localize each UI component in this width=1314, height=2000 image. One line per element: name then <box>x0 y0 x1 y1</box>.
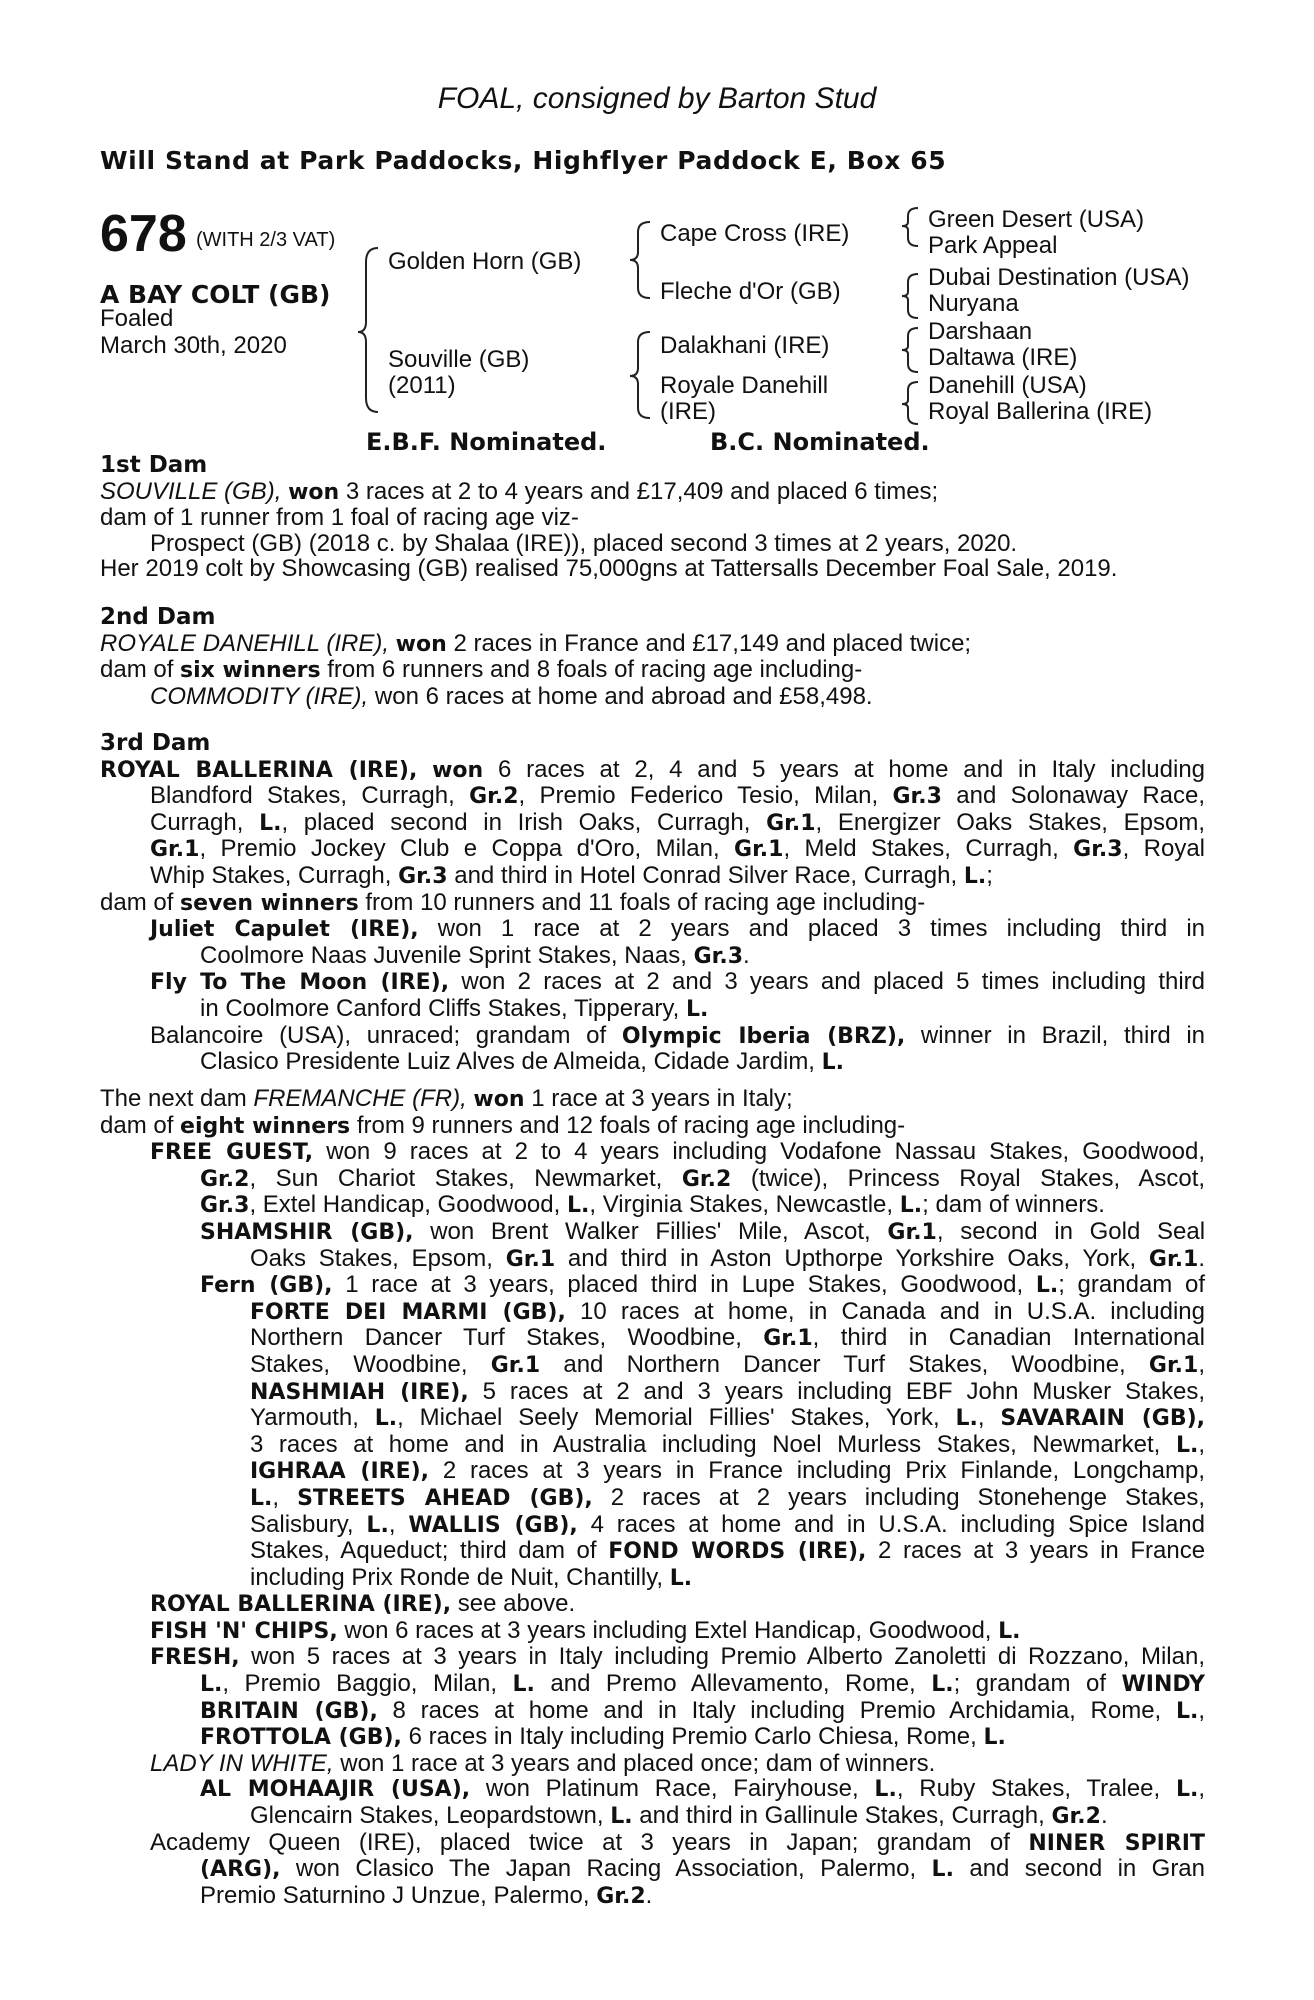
text: 2 races at 3 years in France including Prix Finlande, Longchamp, <box>442 1457 1205 1485</box>
text: , <box>1198 1696 1206 1724</box>
text: 6 races at 2, 4 and 5 years at home and in Italy including <box>497 755 1206 783</box>
text: Glencairn Stakes, Leopardstown, <box>250 1802 604 1830</box>
text: , <box>388 1510 396 1538</box>
winner-count: six winners <box>180 658 321 684</box>
text: and third in Hotel Conrad Silver Race, Curragh, <box>454 861 958 889</box>
grade: Gr.2 <box>596 1883 646 1909</box>
grade: Gr.1 <box>150 837 200 863</box>
text: Northern Dancer Turf Stakes, Woodbine, <box>250 1324 742 1352</box>
text: won 6 races at 3 years including Extel Handicap, Goodwood, <box>344 1616 992 1644</box>
horse-name: FROTTOLA (GB), <box>200 1725 402 1751</box>
horse-name: FOND WORDS (IRE), <box>608 1539 867 1565</box>
race-record: 2 races in France and £17,149 and placed twice; <box>453 629 972 657</box>
text: Academy Queen (IRE), placed twice at 3 years in Japan; grandam of <box>150 1828 1010 1856</box>
text: see above. <box>457 1590 576 1618</box>
grade: Gr.2 <box>469 784 519 810</box>
text: and Premo Allevamento, Rome, <box>550 1670 916 1698</box>
race-record: 3 races at 2 to 4 years and £17,409 and placed 6 times; <box>345 477 939 505</box>
listed: L. <box>1175 1698 1199 1724</box>
second-dam-heading: 2nd Dam <box>100 604 216 630</box>
text: and third in Gallinule Stakes, Curragh, <box>639 1802 1045 1830</box>
text: dam of <box>100 888 174 916</box>
listed: L. <box>963 863 987 889</box>
text: , Premio Jockey Club e Coppa d'Oro, Milan, <box>199 835 720 863</box>
text: (twice), Princess Royal Stakes, Ascot, <box>750 1164 1206 1192</box>
listed: L. <box>931 1857 954 1883</box>
text: and Northern Dancer Turf Stakes, Woodbine, <box>563 1350 1126 1378</box>
sire-name: Golden Horn (GB) <box>388 248 582 275</box>
listed: L. <box>931 1672 954 1698</box>
text: won Platinum Race, Fairyhouse, <box>485 1775 859 1803</box>
grade: Gr.1 <box>887 1219 937 1245</box>
text: from 6 runners and 8 foals of racing age including- <box>327 656 863 684</box>
horse-name: WINDY <box>1121 1672 1205 1698</box>
listed: L. <box>200 1672 223 1698</box>
text: won 1 race at 2 years and placed 3 times including third in <box>437 915 1206 943</box>
text: Stakes, Woodbine, <box>250 1350 468 1378</box>
listed: L. <box>1035 1273 1059 1299</box>
horse-name: FREE GUEST, <box>150 1140 314 1166</box>
first-dam-section <box>100 452 1205 582</box>
sire-dam-name: Fleche d'Or (GB) <box>660 278 841 305</box>
text: , Sun Chariot Stakes, Newmarket, <box>249 1164 663 1192</box>
grade: Gr.3 <box>200 1193 250 1219</box>
produce-summary: dam of 1 runner from 1 foal of racing age viz- <box>100 504 579 532</box>
text: , Extel Handicap, Goodwood, <box>249 1191 561 1219</box>
grade: Gr.3 <box>1073 837 1123 863</box>
text: won Brent Walker Fillies' Mile, Ascot, <box>430 1217 871 1245</box>
text: 8 races at home and in Italy including Premio Archidamia, Rome, <box>392 1696 1162 1724</box>
text: , placed second in Irish Oaks, Curragh, <box>281 808 751 836</box>
text: 5 races at 2 and 3 years including EBF John Musker Stakes, <box>482 1377 1205 1405</box>
listed: L. <box>259 810 282 836</box>
horse-name: IGHRAA (IRE), <box>250 1459 430 1485</box>
horse-name: FRESH, <box>150 1645 240 1671</box>
dam-sire-name: Dalakhani (IRE) <box>660 332 830 359</box>
text: , second in Gold Seal <box>936 1217 1206 1245</box>
text: Clasico Presidente Luiz Alves de Almeida, Cidade Jardim, <box>200 1048 815 1076</box>
text: 4 races at home and in U.S.A. including Spice Island <box>590 1510 1206 1538</box>
text: Stakes, Aqueduct; third dam of <box>250 1537 597 1565</box>
text: dam of <box>100 1111 174 1139</box>
horse-name: STREETS AHEAD (GB), <box>297 1485 593 1511</box>
ancestor-8: Royal Ballerina (IRE) <box>928 398 1153 425</box>
grade: Gr.1 <box>505 1246 556 1272</box>
grade: Gr.1 <box>1148 1246 1199 1272</box>
text: won 9 races at 2 to 4 years including Vodafone Nassau Stakes, Goodwood, <box>326 1138 1205 1166</box>
text: dam of <box>100 656 174 684</box>
listed: L. <box>983 1725 1006 1751</box>
text: from 9 runners and 12 foals of racing age including- <box>356 1111 906 1139</box>
lot-description: A BAY COLT (GB) <box>100 280 331 309</box>
horse-name: WALLIS (GB), <box>408 1512 578 1538</box>
text: Yarmouth, <box>250 1404 359 1432</box>
ebf-nomination: E.B.F. Nominated. <box>366 428 607 456</box>
vat-note: (WITH 2/3 VAT) <box>196 229 336 251</box>
text: , Michael Seely Memorial Fillies' Stakes, York, <box>397 1404 940 1432</box>
horse-name: NINER SPIRIT <box>1028 1830 1205 1856</box>
listed: L. <box>685 996 709 1022</box>
grade: Gr.3 <box>693 943 743 969</box>
text: won Clasico The Japan Racing Association, Palermo, <box>295 1855 917 1883</box>
horse-name: ROYAL BALLERINA (IRE), <box>100 757 418 783</box>
grade: Gr.1 <box>490 1352 541 1378</box>
horse-name: Olympic Iberia (BRZ), <box>621 1023 906 1049</box>
dam-dam-suffix: (IRE) <box>660 398 716 425</box>
third-dam-section <box>100 730 1205 1076</box>
dam-dam-name: Royale Danehill <box>660 372 829 399</box>
ancestor-6: Daltawa (IRE) <box>928 344 1078 371</box>
text: , Virginia Stakes, Newcastle, <box>589 1191 894 1219</box>
ancestor-2: Park Appeal <box>928 232 1058 259</box>
text: ; grandam of <box>953 1670 1107 1698</box>
produce-record: won 6 races at home and abroad and £58,498. <box>374 682 873 710</box>
third-dam-heading: 3rd Dam <box>100 730 211 756</box>
bc-nomination: B.C. Nominated. <box>710 428 930 456</box>
horse-name: NASHMIAH (IRE), <box>250 1379 469 1405</box>
horse-name: FORTE DEI MARMI (GB), <box>250 1299 566 1325</box>
grade: Gr.3 <box>892 784 942 810</box>
listed: L. <box>366 1512 389 1538</box>
text: winner in Brazil, third in <box>920 1021 1206 1049</box>
first-dam-heading: 1st Dam <box>100 452 208 478</box>
ancestor-1: Green Desert (USA) <box>928 206 1145 233</box>
listed: L. <box>874 1777 897 1803</box>
text: 3 races at home and in Australia including Noel Murless Stakes, Newmarket, <box>250 1430 1161 1458</box>
won-label: won <box>432 757 484 783</box>
text: , <box>977 1404 985 1432</box>
text: Balancoire (USA), unraced; grandam of <box>150 1021 607 1049</box>
page-title: FOAL, consigned by Barton Stud <box>437 82 877 115</box>
grade: Gr.1 <box>763 1326 813 1352</box>
horse-name: LADY IN WHITE, <box>150 1749 334 1777</box>
listed: L. <box>512 1672 535 1698</box>
text: Oaks Stakes, Epsom, <box>250 1244 493 1272</box>
text: ; dam of winners. <box>922 1191 1105 1219</box>
text: Blandford Stakes, Curragh, <box>150 782 455 810</box>
text: Curragh, <box>150 808 244 836</box>
grade: Gr.1 <box>766 810 816 836</box>
grade: Gr.1 <box>1148 1352 1199 1378</box>
horse-name: FISH 'N' CHIPS, <box>150 1618 338 1644</box>
listed: L. <box>1175 1777 1199 1803</box>
horse-name: AL MOHAAJIR (USA), <box>200 1777 471 1803</box>
grade: Gr.1 <box>734 837 784 863</box>
text: ; <box>986 861 993 889</box>
dam-name-ref: SOUVILLE (GB), <box>100 477 282 505</box>
horse-name: Fly To The Moon (IRE), <box>150 970 450 996</box>
grade: Gr.2 <box>681 1166 732 1192</box>
text: . <box>1198 1244 1206 1272</box>
text: Coolmore Naas Juvenile Sprint Stakes, Naas, <box>200 941 687 969</box>
won-label: won <box>473 1087 525 1112</box>
text: 1 race at 3 years, placed third in Lupe Stakes, Goodwood, <box>345 1271 1024 1299</box>
next-dam-section <box>100 1086 1205 1909</box>
horse-name: SAVARAIN (GB), <box>1000 1406 1205 1432</box>
text: , <box>272 1483 280 1511</box>
text: Whip Stakes, Curragh, <box>150 861 392 889</box>
text: , <box>1198 1430 1205 1458</box>
text: , Meld Stakes, Curragh, <box>783 835 1059 863</box>
text: , Premio Federico Tesio, Milan, <box>518 782 879 810</box>
grade: Gr.3 <box>398 863 448 889</box>
text: , <box>1198 1775 1206 1803</box>
text: 2 races at 3 years in France <box>878 1537 1206 1565</box>
foaled-label: Foaled <box>100 305 174 332</box>
produce-name: COMMODITY (IRE), <box>150 682 369 710</box>
text: from 10 runners and 11 foals of racing age including- <box>365 888 926 916</box>
text: 1 race at 3 years in Italy; <box>531 1085 793 1112</box>
listed: L. <box>250 1485 273 1511</box>
ancestor-3: Dubai Destination (USA) <box>928 264 1190 291</box>
listed: L. <box>955 1406 978 1432</box>
text: and second in Gran <box>969 1855 1206 1883</box>
stand-location: Will Stand at Park Paddocks, Highflyer Paddock E, Box 65 <box>100 146 947 175</box>
lot-number: 678 <box>100 205 187 263</box>
produce-entry: Prospect (GB) (2018 c. by Shalaa (IRE)), placed second 3 times at 2 years, 2020. <box>150 529 1018 557</box>
text: , Royal <box>1122 835 1206 863</box>
listed: L. <box>669 1565 693 1591</box>
text: , <box>1198 1350 1206 1378</box>
listed: L. <box>1175 1432 1199 1458</box>
text: won 5 races at 3 years in Italy including Premio Alberto Zanoletti di Rozzano, Milan, <box>251 1643 1205 1671</box>
horse-name: Fern (GB), <box>200 1273 333 1299</box>
dam-year: (2011) <box>388 372 456 399</box>
grade: Gr.2 <box>200 1166 250 1192</box>
text: . <box>645 1881 653 1909</box>
text: 10 races at home, in Canada and in U.S.A. including <box>580 1297 1205 1325</box>
text: Salisbury, <box>250 1510 354 1538</box>
foaled-date: March 30th, 2020 <box>100 332 287 359</box>
listed: L. <box>899 1193 923 1219</box>
horse-name: ROYAL BALLERINA (IRE), <box>150 1592 452 1618</box>
text: won 1 race at 3 years and placed once; dam of winners. <box>340 1749 936 1777</box>
listed: L. <box>374 1406 398 1432</box>
text: , third in Canadian International <box>812 1324 1205 1352</box>
text: 2 races at 2 years including Stonehenge Stakes, <box>610 1483 1206 1511</box>
winner-count: eight winners <box>180 1113 351 1139</box>
text: including Prix Ronde de Nuit, Chantilly, <box>250 1563 664 1591</box>
text: won 2 races at 2 and 3 years and placed 5 times including third <box>461 968 1206 996</box>
ancestor-7: Danehill (USA) <box>928 372 1087 399</box>
text: and third in Aston Upthorpe Yorkshire Oaks, York, <box>567 1244 1137 1272</box>
listed: L. <box>821 1050 845 1076</box>
dam-name-ref: FREMANCHE (FR), <box>253 1085 467 1112</box>
horse-name: SHAMSHIR (GB), <box>200 1219 414 1245</box>
listed: L. <box>566 1193 590 1219</box>
listed: L. <box>610 1804 633 1830</box>
grade: Gr.2 <box>1051 1804 1101 1830</box>
ancestor-4: Nuryana <box>928 290 1019 317</box>
dam-name-ref: ROYALE DANEHILL (IRE), <box>100 629 389 657</box>
sire-sire-name: Cape Cross (IRE) <box>660 220 850 247</box>
text: and Solonaway Race, <box>956 782 1206 810</box>
horse-name: Juliet Capulet (IRE), <box>150 917 419 943</box>
sale-note: Her 2019 colt by Showcasing (GB) realised 75,000gns at Tattersalls December Foal Sale, 2019. <box>100 555 1118 583</box>
second-dam-section <box>100 604 1205 709</box>
text: , Energizer Oaks Stakes, Epsom, <box>815 808 1206 836</box>
text: The next dam <box>100 1085 247 1112</box>
text: Premio Saturnino J Unzue, Palermo, <box>200 1881 590 1909</box>
ancestor-5: Darshaan <box>928 318 1033 345</box>
won-label: won <box>288 479 340 505</box>
listed: L. <box>998 1618 1021 1644</box>
horse-name: BRITAIN (GB), <box>200 1698 378 1724</box>
text: , Premio Baggio, Milan, <box>222 1670 497 1698</box>
text: . <box>743 941 750 969</box>
winner-count: seven winners <box>180 890 359 916</box>
text: in Coolmore Canford Cliffs Stakes, Tipperary, <box>200 994 680 1022</box>
text: . <box>1100 1802 1108 1830</box>
dam-name: Souville (GB) <box>388 346 530 373</box>
won-label: won <box>395 631 447 657</box>
horse-name: (ARG), <box>200 1857 281 1883</box>
text: ; grandam of <box>1058 1271 1205 1299</box>
text: , Ruby Stakes, Tralee, <box>896 1775 1161 1803</box>
text: 6 races in Italy including Premio Carlo Chiesa, Rome, <box>408 1723 977 1751</box>
